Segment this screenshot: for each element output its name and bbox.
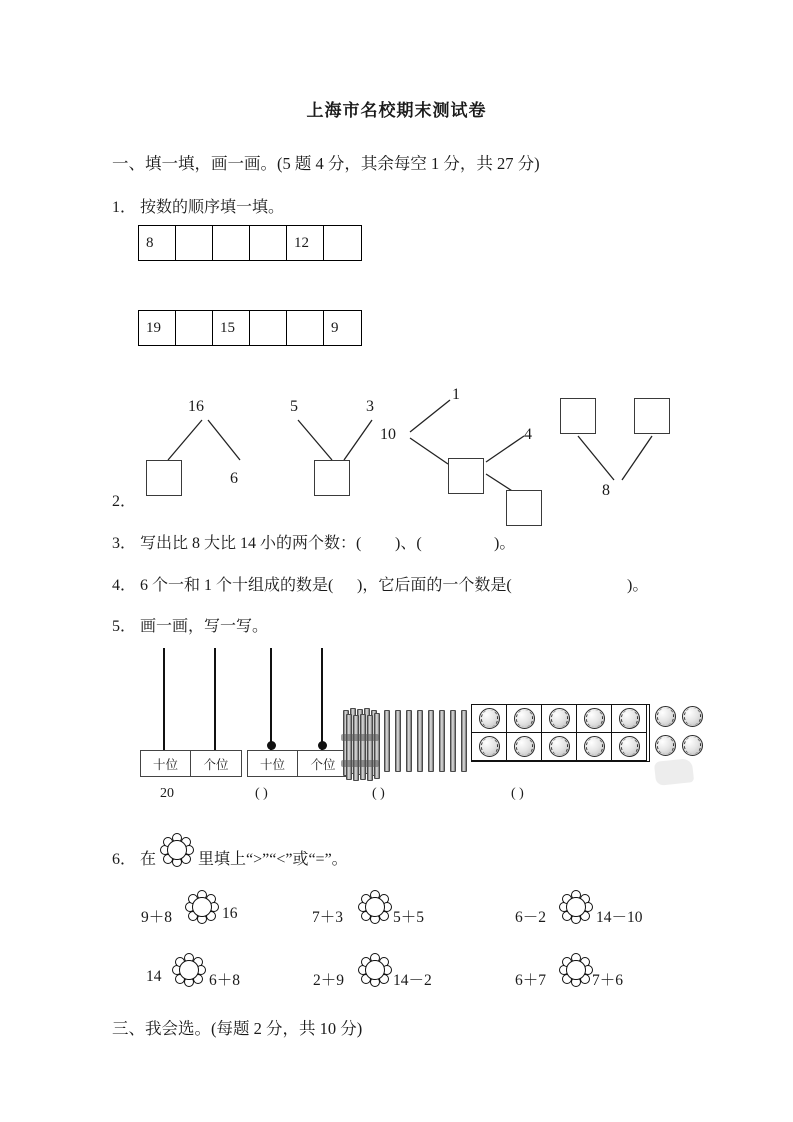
question-1-number: 1．	[112, 199, 137, 216]
compare-blank-flower-icon[interactable]	[160, 833, 194, 867]
strip2-cell-3[interactable]: 15	[213, 311, 250, 345]
cmp-4-left: 14	[146, 968, 162, 985]
ball-icon	[619, 708, 640, 729]
ball-cell	[577, 705, 612, 733]
place-value-chart-1	[140, 645, 250, 785]
page-title: 上海市名校期末测试卷	[306, 101, 487, 121]
cmp-6-right: 7＋6	[592, 972, 624, 989]
ball-ten-frame	[471, 704, 650, 762]
chart2-tens-rod[interactable]	[270, 648, 272, 750]
cmp-2-right: 5＋5	[393, 909, 425, 926]
ball-cell	[472, 705, 507, 733]
cmp-6-blank-flower-icon[interactable]	[559, 953, 593, 987]
strip1-cell-1[interactable]: 8	[139, 226, 176, 260]
number-bond-c	[374, 386, 544, 517]
loose-balls-group	[655, 706, 715, 764]
chart1-tens-label: 十位	[141, 751, 191, 776]
strip2-cell-4[interactable]	[250, 311, 287, 345]
ball-icon	[479, 708, 500, 729]
bond-d-answer-box-1[interactable]	[560, 398, 596, 434]
chart2-tens-bead	[267, 741, 276, 750]
strip1-cell-2[interactable]	[176, 226, 213, 260]
cmp-1-blank-flower-icon[interactable]	[185, 890, 219, 924]
chart1-ones-rod[interactable]	[214, 648, 216, 750]
number-strip-1	[138, 225, 362, 261]
ball-cell	[472, 733, 507, 761]
cmp-2-left: 7＋3	[312, 909, 344, 926]
strip1-cell-4[interactable]	[250, 226, 287, 260]
cmp-3-left: 6－2	[515, 909, 547, 926]
ball-icon	[584, 708, 605, 729]
strip2-cell-1[interactable]: 19	[139, 311, 176, 345]
ball-icon	[479, 736, 500, 757]
single-sticks-group	[384, 710, 472, 780]
ball-icon	[655, 735, 676, 756]
question-4-text-after: )。	[627, 577, 649, 594]
chart1-tens-rod[interactable]	[163, 648, 165, 750]
question-6-prompt-before: 在	[140, 851, 157, 868]
ball-cell	[612, 705, 647, 733]
bond-c-answer-box-1[interactable]	[448, 458, 484, 494]
bond-b-part-left: 5	[290, 398, 298, 415]
chart1-labels	[140, 750, 242, 777]
chart2-ones-label: 个位	[310, 756, 336, 772]
strip1-cell-3[interactable]	[213, 226, 250, 260]
ball-icon	[655, 706, 676, 727]
ball-cell	[507, 733, 542, 761]
strip1-cell-6[interactable]	[324, 226, 361, 260]
chart1-caption: 20	[160, 786, 174, 801]
chart2-tens-label: 十位	[248, 751, 298, 776]
sticks-caption: ( )	[372, 786, 385, 801]
strip2-cell-2[interactable]	[176, 311, 213, 345]
question-5-number: 5．	[112, 618, 137, 635]
strip2-cell-6[interactable]: 9	[331, 319, 339, 336]
number-bond-d	[556, 394, 686, 504]
ball-cell	[507, 705, 542, 733]
cmp-1-right: 16	[222, 905, 238, 922]
chart2-labels	[247, 750, 349, 777]
bond-c-answer-box-2[interactable]	[506, 490, 542, 526]
balls-caption: ( )	[511, 786, 524, 801]
cmp-4-right: 6＋8	[209, 972, 241, 989]
ball-cell	[542, 733, 577, 761]
bond-d-total: 8	[602, 482, 610, 499]
ball-icon	[682, 735, 703, 756]
question-1-prompt: 按数的顺序填一填。	[140, 199, 285, 216]
section-heading-three: 三、我会选。(每题 2 分，共 10 分)	[112, 1019, 363, 1038]
number-bond-a	[140, 398, 260, 508]
ball-cell	[542, 705, 577, 733]
cmp-1-left: 9＋8	[141, 909, 173, 926]
bond-c-branch-1: 1	[452, 386, 460, 403]
ball-cell	[577, 733, 612, 761]
chart2-ones-rod[interactable]	[321, 648, 323, 750]
chart2-ones-bead	[318, 741, 327, 750]
cmp-2-blank-flower-icon[interactable]	[358, 890, 392, 924]
section-heading-one: 一、填一填，画一画。(5 题 4 分，其余每空 1 分，共 27 分)	[112, 154, 540, 173]
ball-icon	[682, 706, 703, 727]
cmp-5-blank-flower-icon[interactable]	[358, 953, 392, 987]
cmp-3-blank-flower-icon[interactable]	[559, 890, 593, 924]
bond-d-answer-box-2[interactable]	[634, 398, 670, 434]
ball-icon	[514, 736, 535, 757]
strip1-cell-5[interactable]: 12	[287, 226, 324, 260]
question-5-prompt: 画一画，写一写。	[140, 618, 269, 635]
question-4-text-before: 6 个一和 1 个十组成的数是(	[140, 577, 334, 594]
chart2-caption: ( )	[255, 786, 268, 801]
cmp-3-right: 14－10	[596, 909, 643, 926]
bond-a-answer-box[interactable]	[146, 460, 182, 496]
ball-icon	[514, 708, 535, 729]
question-4-number: 4．	[112, 577, 137, 594]
strip2-cell-5[interactable]	[287, 311, 324, 345]
question-6-number: 6．	[112, 851, 137, 868]
chart1-ones-label: 个位	[203, 756, 229, 772]
bond-a-total: 16	[188, 398, 204, 415]
bond-c-branch-2: 4	[524, 426, 532, 443]
ball-icon	[619, 736, 640, 757]
bond-a-part: 6	[230, 470, 238, 487]
ball-icon	[549, 736, 570, 757]
ball-icon	[549, 708, 570, 729]
ball-cell	[612, 733, 647, 761]
question-3-text-after: )。	[494, 535, 516, 552]
stick-bundle-of-ten	[341, 708, 381, 778]
cmp-5-left: 2＋9	[313, 972, 345, 989]
cmp-4-blank-flower-icon[interactable]	[172, 953, 206, 987]
cmp-6-left: 6＋7	[515, 972, 547, 989]
bond-b-part-right: 3	[366, 398, 374, 415]
scan-smudge	[654, 758, 694, 786]
question-3-text-before: 写出比 8 大比 14 小的两个数：(	[140, 535, 362, 552]
question-6-prompt-after: 里填上“>”“<”或“=”。	[198, 851, 348, 868]
question-3-text-mid: )、(	[395, 535, 422, 552]
ball-icon	[584, 736, 605, 757]
cmp-5-right: 14－2	[393, 972, 432, 989]
question-2-number: 2．	[112, 493, 137, 510]
number-strip-2	[138, 310, 362, 346]
question-4-text-mid: )，它后面的一个数是(	[357, 577, 512, 594]
bond-b-answer-box[interactable]	[314, 460, 350, 496]
question-3-number: 3．	[112, 535, 137, 552]
bond-c-total: 10	[380, 426, 396, 443]
